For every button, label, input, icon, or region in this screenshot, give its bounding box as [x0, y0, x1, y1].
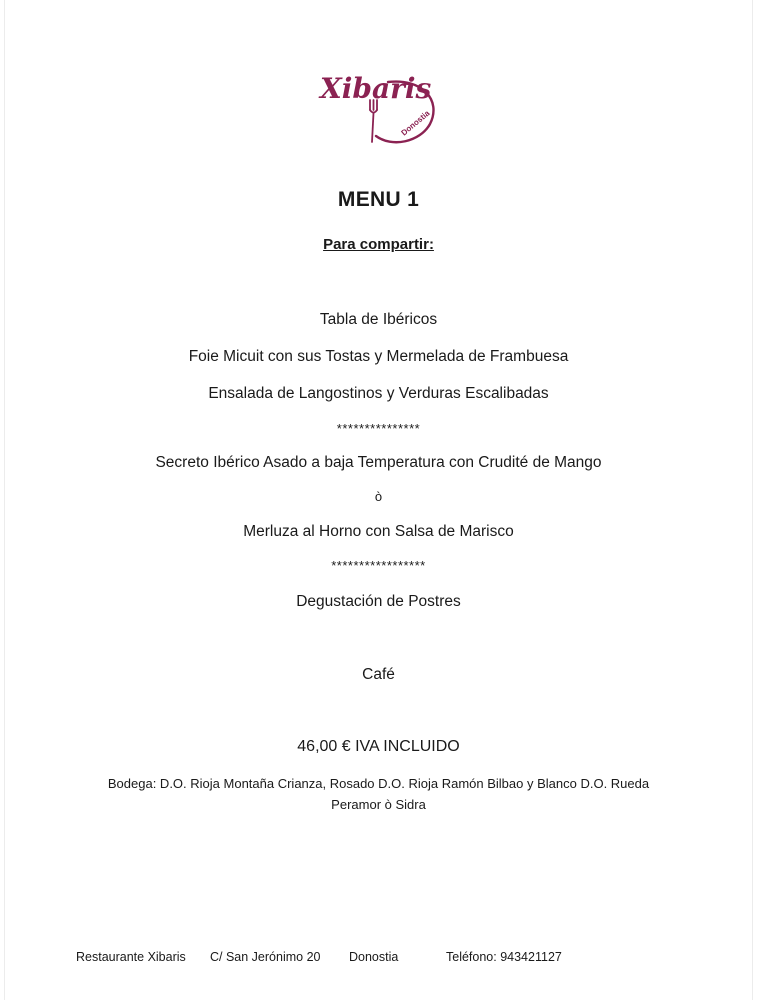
- starter-item: Foie Micuit con sus Tostas y Mermelada de Frambuesa: [188, 348, 569, 365]
- or-text: ò: [374, 489, 383, 504]
- footer-restaurant-name: Restaurante Xibaris: [76, 950, 186, 964]
- main-option: Secreto Ibérico Asado a baja Temperatura con Crudité de Mango: [155, 454, 602, 471]
- logo-graphic: [318, 70, 440, 150]
- menu-title: MENU 1: [337, 188, 420, 211]
- main-option: Merluza al Horno con Salsa de Marisco: [243, 523, 514, 540]
- price-text: 46,00 € IVA INCLUIDO: [297, 738, 460, 755]
- footer-city: Donostia: [349, 950, 399, 964]
- dessert-item: Degustación de Postres: [296, 593, 461, 610]
- separator: *****************: [331, 558, 426, 573]
- starter-item: Tabla de Ibéricos: [319, 311, 438, 328]
- wine-list-continued: Peramor ò Sidra: [331, 797, 426, 812]
- logo-city-text: Donostia: [399, 108, 432, 138]
- starter-item: Ensalada de Langostinos y Verduras Escalibadas: [208, 385, 549, 402]
- coffee-item: Café: [362, 666, 395, 683]
- xibaris-logo: [318, 70, 440, 150]
- wine-list: Bodega: D.O. Rioja Montaña Crianza, Rosado D.O. Rioja Ramón Bilbao y Blanco D.O. Rueda: [107, 776, 650, 791]
- footer-phone: Teléfono: 943421127: [446, 950, 562, 964]
- menu-subtitle: Para compartir:: [323, 236, 434, 253]
- separator: ***************: [336, 421, 421, 436]
- footer-address: C/ San Jerónimo 20: [210, 950, 321, 964]
- logo-brand-text: Xibaris: [320, 72, 432, 105]
